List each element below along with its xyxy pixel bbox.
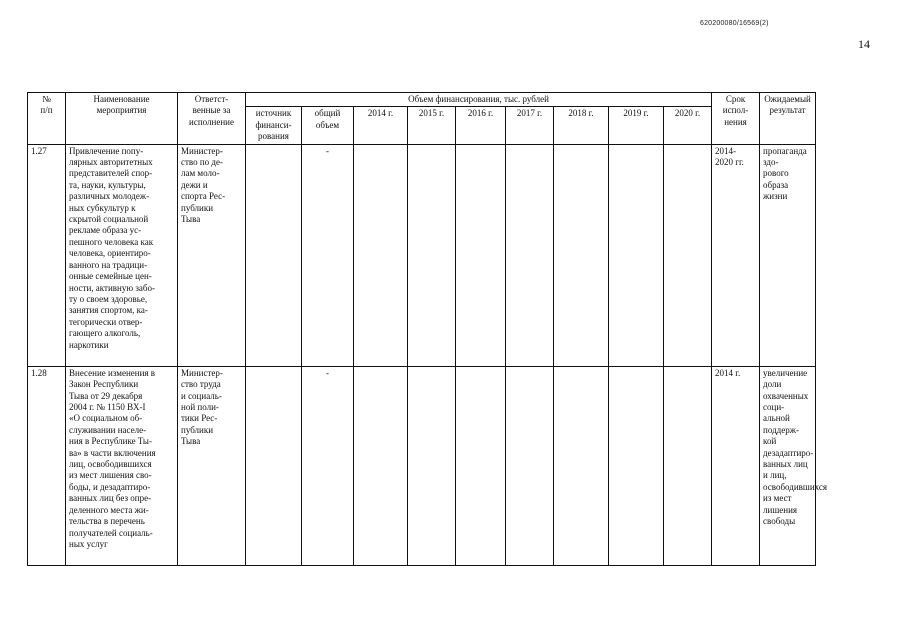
- row-responsible: Министер- ство труда и социаль- ной поли- тики Рес- публики Тыва: [178, 366, 246, 565]
- header-activity-name: Наименование мероприятия: [66, 93, 178, 145]
- row-term: 2014- 2020 гг.: [712, 144, 760, 366]
- row-expected-result: пропаганда здо- рового образа жизни: [760, 144, 816, 366]
- row-total-volume: -: [302, 144, 354, 366]
- header-funding-volume: Объем финансирования, тыс. рублей: [246, 93, 712, 107]
- row-number: 1.28: [28, 366, 66, 565]
- row-funding-source: [246, 144, 302, 366]
- row-year-2017: [506, 144, 554, 366]
- row-year-2020: [664, 366, 712, 565]
- row-year-2014: [354, 144, 408, 366]
- header-year-2018: 2018 г.: [554, 107, 609, 144]
- header-year-2014: 2014 г.: [354, 107, 408, 144]
- row-activity-name: Внесение изменения в Закон Республики Тыва от 29 декабря 2004 г. № 1150 ВХ-I «О социальном об- служивании населе- ния в Республике Ты- ва» в части включения лиц, освободившихся из мест лишения сво- боды, и дезадаптиро- ванных лиц без опре- деленного места жи- тельства в перечень получателей социаль- ных услуг: [66, 366, 178, 565]
- funding-table: [27, 92, 828, 566]
- table-row: [28, 366, 816, 565]
- row-year-2020: [664, 144, 712, 366]
- header-year-2015: 2015 г.: [408, 107, 456, 144]
- page-number: 14: [858, 37, 870, 51]
- row-expected-result: увеличение доли охваченных соци- альной поддерж- кой дезадаптиро- ванных лиц и лиц, освободившихся из мест лишения свободы: [760, 366, 816, 565]
- header-term: Срок испол- нения: [712, 93, 760, 145]
- row-total-volume: -: [302, 366, 354, 565]
- header-total-volume: общий объем: [302, 107, 354, 144]
- document-code: 620200080/16569(2): [700, 20, 769, 27]
- header-year-2016: 2016 г.: [456, 107, 506, 144]
- row-year-2019: [609, 366, 664, 565]
- row-year-2014: [354, 366, 408, 565]
- row-year-2015: [408, 366, 456, 565]
- table-row: [28, 144, 816, 366]
- row-year-2016: [456, 144, 506, 366]
- row-year-2019: [609, 144, 664, 366]
- row-funding-source: [246, 366, 302, 565]
- header-number: № п/п: [28, 93, 66, 145]
- row-term: 2014 г.: [712, 366, 760, 565]
- row-year-2018: [554, 366, 609, 565]
- header-expected-result: Ожидаемый результат: [760, 93, 816, 145]
- row-responsible: Министер- ство по де- лам моло- дежи и спорта Рес- публики Тыва: [178, 144, 246, 366]
- header-year-2020: 2020 г.: [664, 107, 712, 144]
- row-year-2016: [456, 366, 506, 565]
- header-year-2019: 2019 г.: [609, 107, 664, 144]
- header-responsible: Ответст- венные за исполнение: [178, 93, 246, 145]
- row-number: 1.27: [28, 144, 66, 366]
- row-year-2017: [506, 366, 554, 565]
- header-funding-source: источник финанси- рования: [246, 107, 302, 144]
- row-year-2018: [554, 144, 609, 366]
- row-activity-name: Привлечение попу- лярных авторитетных представителей спор- та, науки, культуры, различных молодеж- ных субкультур к скрытой социальной рекламе образа ус- пешного человека как человека, ориентиро- ванного на традици- онные семейные цен- ности, активную забо- ту о своем здоровье, занятия спортом, ка- тегорически отвер- гающего алкоголь, наркотики: [66, 144, 178, 366]
- header-year-2017: 2017 г.: [506, 107, 554, 144]
- row-year-2015: [408, 144, 456, 366]
